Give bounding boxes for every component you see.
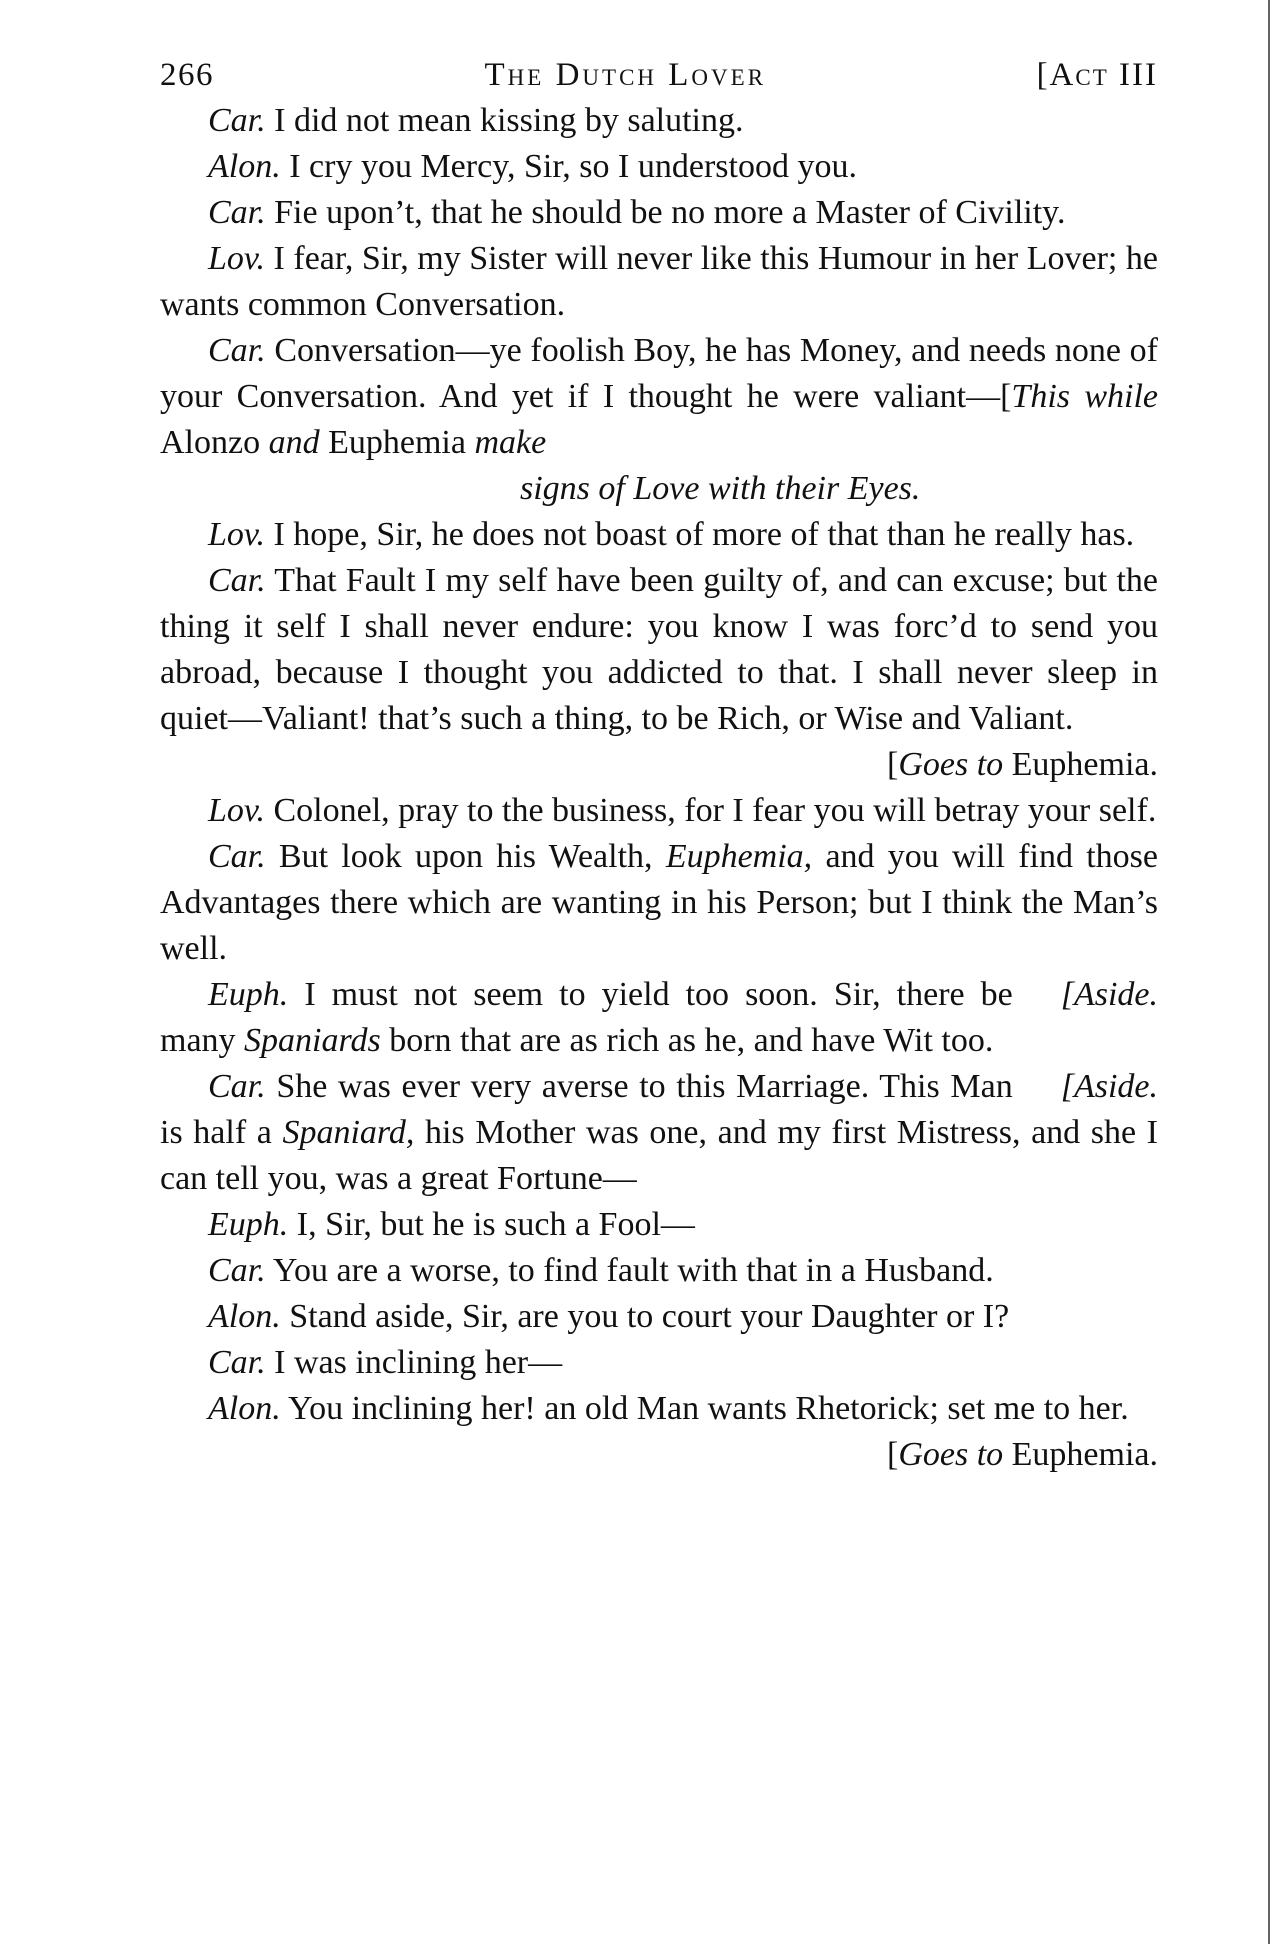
speaker: Euph.	[208, 976, 289, 1013]
speaker: Car.	[208, 1068, 266, 1105]
speaker: Car.	[208, 562, 266, 599]
aside-direction: [Aside.	[1060, 976, 1158, 1013]
page-number: 266	[160, 57, 214, 93]
running-title: The Dutch Lover	[484, 57, 767, 93]
speech	[160, 1294, 1158, 1340]
speech	[160, 1202, 1158, 1248]
speech	[160, 98, 1158, 144]
speech-text: You are a worse, to find fault with that in a Husband.	[272, 1252, 994, 1289]
speech-text: I was inclining her—	[274, 1344, 563, 1381]
speech-text: I fear, Sir, my Sister will never like this Humour in her Lover; he wants common Conversation.	[160, 240, 1158, 323]
speech	[160, 512, 1158, 558]
speaker: Alon.	[208, 1298, 281, 1335]
stage-direction: [Goes to Euphemia.	[887, 1436, 1158, 1473]
character-name: Alonzo	[160, 424, 261, 461]
speech: Euph. I must not seem to yield too soon. [Aside. Sir, there be many Spaniards born that are as rich as he, and have Wit too.	[160, 972, 1158, 1064]
speech-text: Stand aside, Sir, are you to court your Daughter or I?	[289, 1298, 1010, 1335]
speech-text: I hope, Sir, he does not boast of more of that than he really has.	[273, 516, 1135, 553]
speaker: Alon.	[208, 148, 281, 185]
character-name: Euphemia.	[1011, 746, 1158, 783]
speech-text: That Fault I my self have been guilty of, and can excuse; but the thing it self I shall never endure: you know I was forc’d to send you abroad, because I thought you addicted to that. I shall never sleep in quiet—Valiant! that’s such a thing, to be Rich, or Wise and Valiant.	[160, 562, 1158, 737]
speaker: Car.	[208, 1344, 266, 1381]
character-name: Euphemia.	[1011, 1436, 1158, 1473]
speaker: Car.	[208, 194, 266, 231]
stage-direction: make	[474, 424, 547, 461]
speech	[160, 1248, 1158, 1294]
act-label: [Act III	[1036, 57, 1158, 93]
speech-text: Fie upon’t, that he should be no more a Master of Civility.	[274, 194, 1066, 231]
page-binding-edge	[1268, 0, 1274, 1944]
speech	[160, 328, 1158, 466]
speech-text: You inclining her! an old Man wants Rhetorick; set me to her.	[287, 1390, 1129, 1427]
speaker: Car.	[208, 838, 266, 875]
speaker: Lov.	[208, 516, 265, 553]
aside-direction: [Aside.	[1060, 1068, 1158, 1105]
speaker: Car.	[208, 332, 266, 369]
speaker: Lov.	[208, 240, 265, 277]
speech	[160, 1340, 1158, 1386]
book-page	[160, 52, 1158, 1478]
character-name: Euphemia	[328, 424, 466, 461]
stage-direction-bracket: [	[1000, 378, 1012, 415]
speaker: Alon.	[208, 1390, 281, 1427]
stage-direction: This while	[1011, 378, 1158, 415]
speaker: Euph.	[208, 1206, 289, 1243]
speech-text: I, Sir, but he is such a Fool—	[296, 1206, 695, 1243]
speaker: Car.	[208, 102, 266, 139]
character-name: Euphemia,	[665, 838, 813, 875]
speech	[160, 190, 1158, 236]
speech	[160, 558, 1158, 742]
speech: Car. She was ever very averse to this Marriage. [Aside. This Man is half a Spaniard, his Mother was one, and my first Mistress, and she I can tell you, was a great Fortune—	[160, 1064, 1158, 1202]
speech-text: Colonel, pray to the business, for I fear you will betray your self.	[273, 792, 1157, 829]
speech	[160, 788, 1158, 834]
speech	[160, 144, 1158, 190]
speech-text: Conversation—ye foolish Boy, he has Money, and needs none of your Conversation. And yet if I thought he were valiant—	[160, 332, 1159, 415]
stage-direction-continued: signs of Love with their Eyes.	[520, 470, 921, 507]
speaker: Lov.	[208, 792, 265, 829]
running-header	[160, 52, 1158, 98]
stage-direction: and	[268, 424, 320, 461]
speaker: Car.	[208, 1252, 266, 1289]
stage-direction: [Goes to Euphemia.	[887, 746, 1158, 783]
speech: Car. But look upon his Wealth, Euphemia, and you will find those Advantages there which are wanting in his Person; but I think the Man’s well.	[160, 838, 1159, 967]
speech	[160, 1386, 1158, 1473]
speech-text: I cry you Mercy, Sir, so I understood you.	[289, 148, 857, 185]
speech	[160, 236, 1158, 328]
speech-text: I did not mean kissing by saluting.	[274, 102, 744, 139]
